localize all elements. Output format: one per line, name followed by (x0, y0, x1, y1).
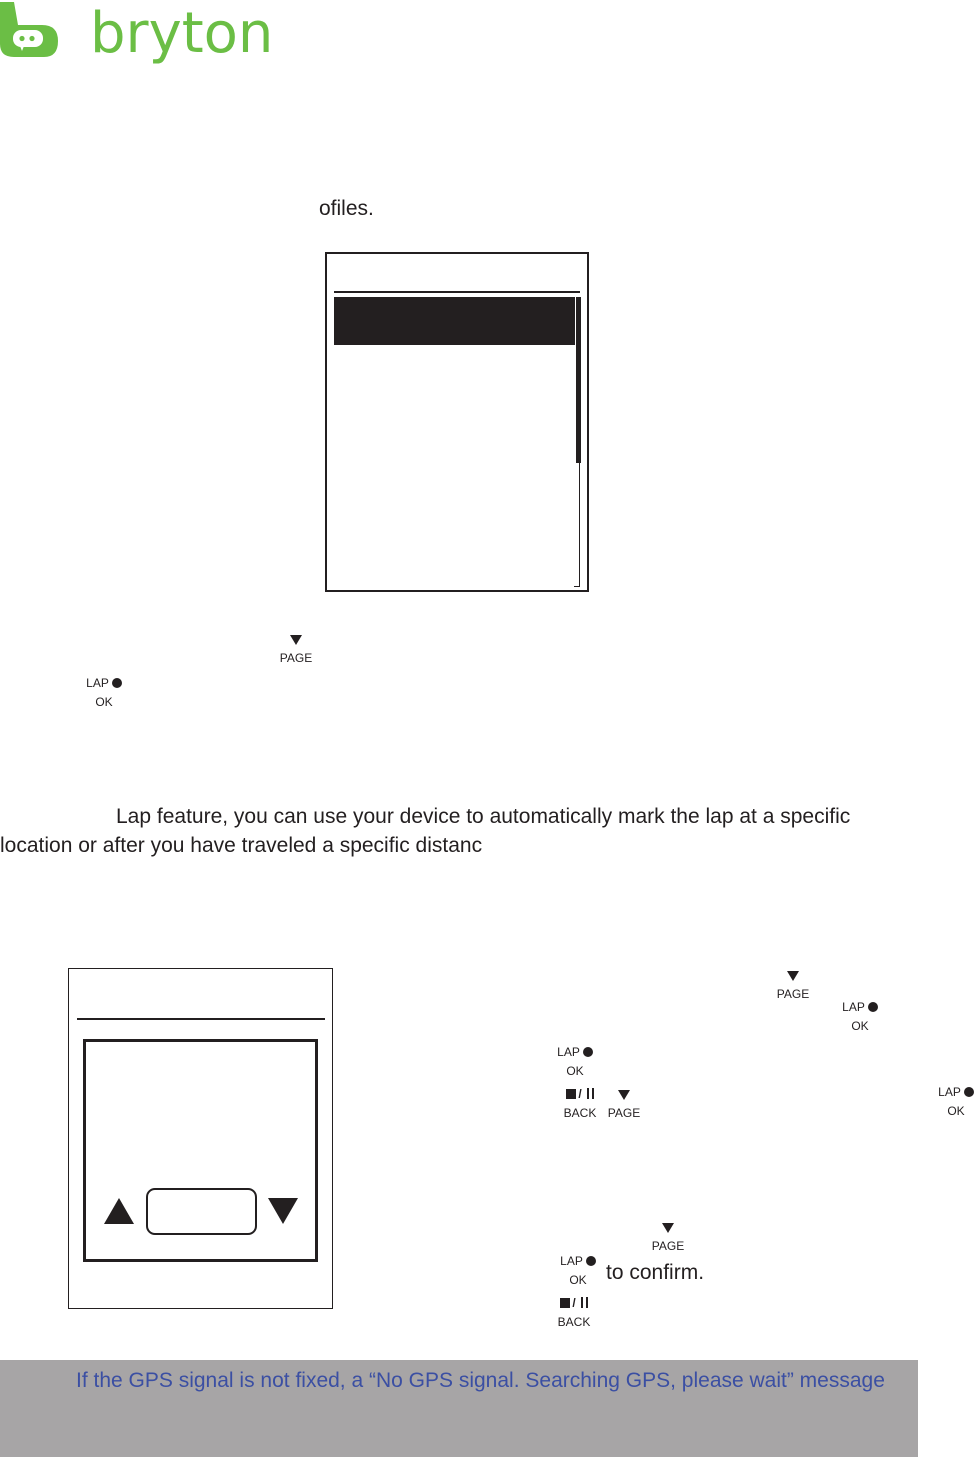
ok-key-label: OK (851, 1019, 869, 1033)
value-box (146, 1188, 257, 1235)
dot-icon (112, 678, 122, 688)
dot-icon (583, 1047, 593, 1057)
title-divider (334, 291, 580, 293)
ok-key-label: OK (947, 1104, 965, 1118)
scrollbar-end (574, 586, 580, 587)
lap-ok-key (84, 674, 124, 712)
section-text-fragment: ofiles. (319, 197, 374, 220)
device-screen-profile-list (325, 252, 589, 592)
back-key-label: BACK (557, 1315, 591, 1329)
lap-ok-key (935, 1083, 977, 1121)
triangle-down-icon (618, 1090, 630, 1100)
dot-icon (868, 1002, 878, 1012)
page-key-label: PAGE (607, 1106, 641, 1120)
lap-key-label: LAP (557, 1045, 580, 1059)
stop-icon (560, 1298, 570, 1308)
auto-lap-paragraph-line1: Lap feature, you can use your device to automatically mark the lap at a specific (116, 805, 851, 828)
gps-note-text: If the GPS signal is not fixed, a “No GPS signal. Searching GPS, please wait” message (76, 1369, 885, 1392)
triangle-down-icon (787, 971, 799, 981)
back-key: / BACK (557, 1296, 591, 1329)
stop-icon (566, 1089, 576, 1099)
back-key: / BACK (563, 1087, 597, 1120)
selected-list-item (334, 297, 575, 345)
pause-icon (587, 1088, 594, 1099)
triangle-down-icon (290, 635, 302, 645)
lap-key-label: LAP (560, 1254, 583, 1268)
lap-key-label: LAP (842, 1000, 865, 1014)
device-screen-value-setting (68, 968, 333, 1309)
pause-icon (581, 1297, 588, 1308)
back-key-label: BACK (563, 1106, 597, 1120)
page-key (604, 1085, 644, 1123)
bryton-logo-icon (0, 0, 62, 60)
ok-key-label: OK (95, 695, 113, 709)
setting-dialog (83, 1039, 318, 1262)
lap-ok-key (556, 1252, 600, 1290)
scrollbar-thumb (576, 297, 581, 463)
lap-ok-key (553, 1043, 597, 1081)
page-key (276, 630, 316, 668)
page-key-label: PAGE (776, 987, 810, 1001)
ok-key-label: OK (566, 1064, 584, 1078)
auto-lap-paragraph-line2: location or after you have traveled a specific distanc (0, 834, 483, 857)
dot-icon (586, 1256, 596, 1266)
page-key (648, 1218, 688, 1256)
triangle-down-icon (662, 1223, 674, 1233)
gps-note-box (0, 1360, 918, 1457)
lap-key-label: LAP (86, 676, 109, 690)
confirm-instruction: to confirm. (606, 1261, 705, 1284)
page-key-label: PAGE (279, 651, 313, 665)
title-divider (77, 1018, 325, 1020)
lap-ok-key (838, 998, 882, 1036)
page-key (773, 966, 813, 1004)
bryton-wordmark (90, 2, 280, 68)
page-key-label: PAGE (651, 1239, 685, 1253)
dot-icon (964, 1087, 974, 1097)
svg-text:bryton: bryton (90, 2, 274, 66)
ok-key-label: OK (569, 1273, 587, 1287)
lap-key-label: LAP (938, 1085, 961, 1099)
triangle-down-icon (268, 1198, 298, 1224)
triangle-up-icon (104, 1198, 134, 1224)
